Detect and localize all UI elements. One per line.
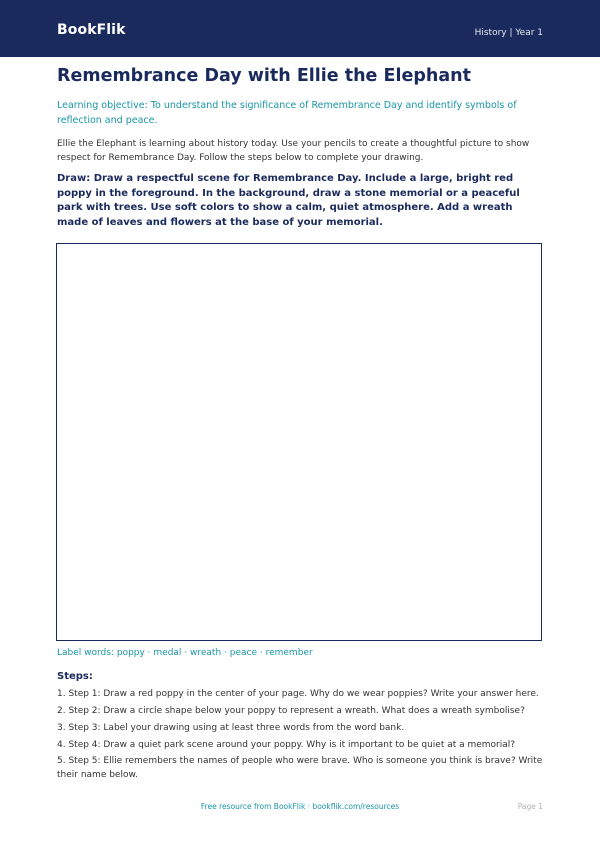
subject-year-label: History | Year 1 xyxy=(474,28,543,38)
page-title: Remembrance Day with Ellie the Elephant xyxy=(57,66,471,86)
brand-logo: BookFlik xyxy=(57,22,126,38)
draw-instruction: Draw: Draw a respectful scene for Remembrance Day. Include a large, bright red poppy in the foreground. In the background, draw a stone memorial or a peaceful park with trees. Use soft colors to show a calm, quiet atmosphere. Add a wreath made of leaves and flowers at the base of your memorial. xyxy=(57,173,520,228)
steps-heading: Steps: xyxy=(57,671,93,682)
label-word-bank: Label words: poppy · medal · wreath · peace · remember xyxy=(57,648,313,658)
step-item: 4. Step 4: Draw a quiet park scene around your poppy. Why is it important to be quiet at a memorial? xyxy=(57,740,516,750)
learning-objective: Learning objective: To understand the significance of Remembrance Day and identify symbols of reflection and peace. xyxy=(57,100,517,126)
step-item: 3. Step 3: Label your drawing using at least three words from the word bank. xyxy=(57,723,405,733)
step-item: 2. Step 2: Draw a circle shape below your poppy to represent a wreath. What does a wreath symbolise? xyxy=(57,706,525,716)
intro-text: Ellie the Elephant is learning about history today. Use your pencils to create a thoughtful picture to show respect for Remembrance Day. Follow the steps below to complete your drawing. xyxy=(57,139,530,163)
drawing-area[interactable] xyxy=(56,243,542,641)
step-item: 1. Step 1: Draw a red poppy in the center of your page. Why do we wear poppies? Write your answer here. xyxy=(57,689,539,699)
footer-link[interactable]: Free resource from BookFlik · bookflik.com/resources xyxy=(200,802,400,811)
page-header xyxy=(0,0,600,57)
step-item: 5. Step 5: Ellie remembers the names of people who were brave. Who is someone you think is brave? Write their name below. xyxy=(57,756,543,780)
page-number: Page 1 xyxy=(517,802,543,811)
